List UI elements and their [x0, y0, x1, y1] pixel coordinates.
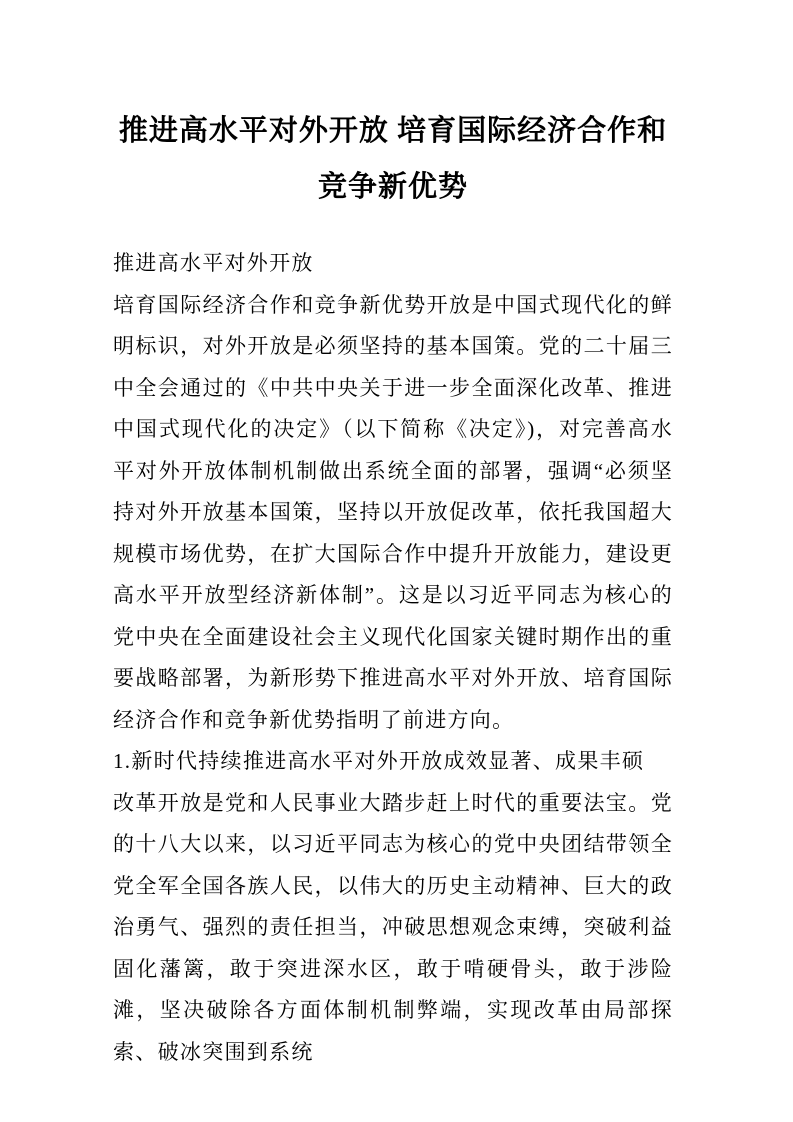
title-line-1: 推进高水平对外开放 培育国际经济合作和 [118, 115, 668, 147]
document-body [113, 243, 673, 1073]
paragraph-heading-line: 推进高水平对外开放 [113, 251, 314, 275]
paragraph-section-1-body: 改革开放是党和人民事业大踏步赶上时代的重要法宝。党的十八大以来，以习近平同志为核心的党中央团结带领全党全军全国各族人民，以伟大的历史主动精神、巨大的政治勇气、强烈的责任担当，冲破思想观念束缚，突破利益固化藩篱，敢于突进深水区，敢于啃硬骨头，敢于涉险滩，坚决破除各方面体制机制弊端，实现改革由局部探索、破冰突围到系统 [113, 790, 673, 1064]
title-line-2: 竞争新优势 [317, 171, 468, 203]
paragraph-intro: 培育国际经济合作和竞争新优势开放是中国式现代化的鲜明标识，对外开放是必须坚持的基本国策。党的二十届三中全会通过的《中共中央关于进一步全面深化改革、推进中国式现代化的决定》（以下简称《决定》)，对完善高水平对外开放体制机制做出系统全面的部署，强调“必须坚持对外开放基本国策，坚持以开放促改革，依托我国超大规模市场优势，在扩大国际合作中提升开放能力，建设更高水平开放型经济新体制”。这是以习近平同志为核心的党中央在全面建设社会主义现代化国家关键时期作出的重要战略部署，为新形势下推进高水平对外开放、培育国际经济合作和竞争新优势指明了前进方向。 [113, 292, 673, 732]
document-title [113, 103, 673, 215]
paragraph-section-1-heading: 1.新时代持续推进高水平对外开放成效显著、成果丰硕 [113, 749, 645, 773]
